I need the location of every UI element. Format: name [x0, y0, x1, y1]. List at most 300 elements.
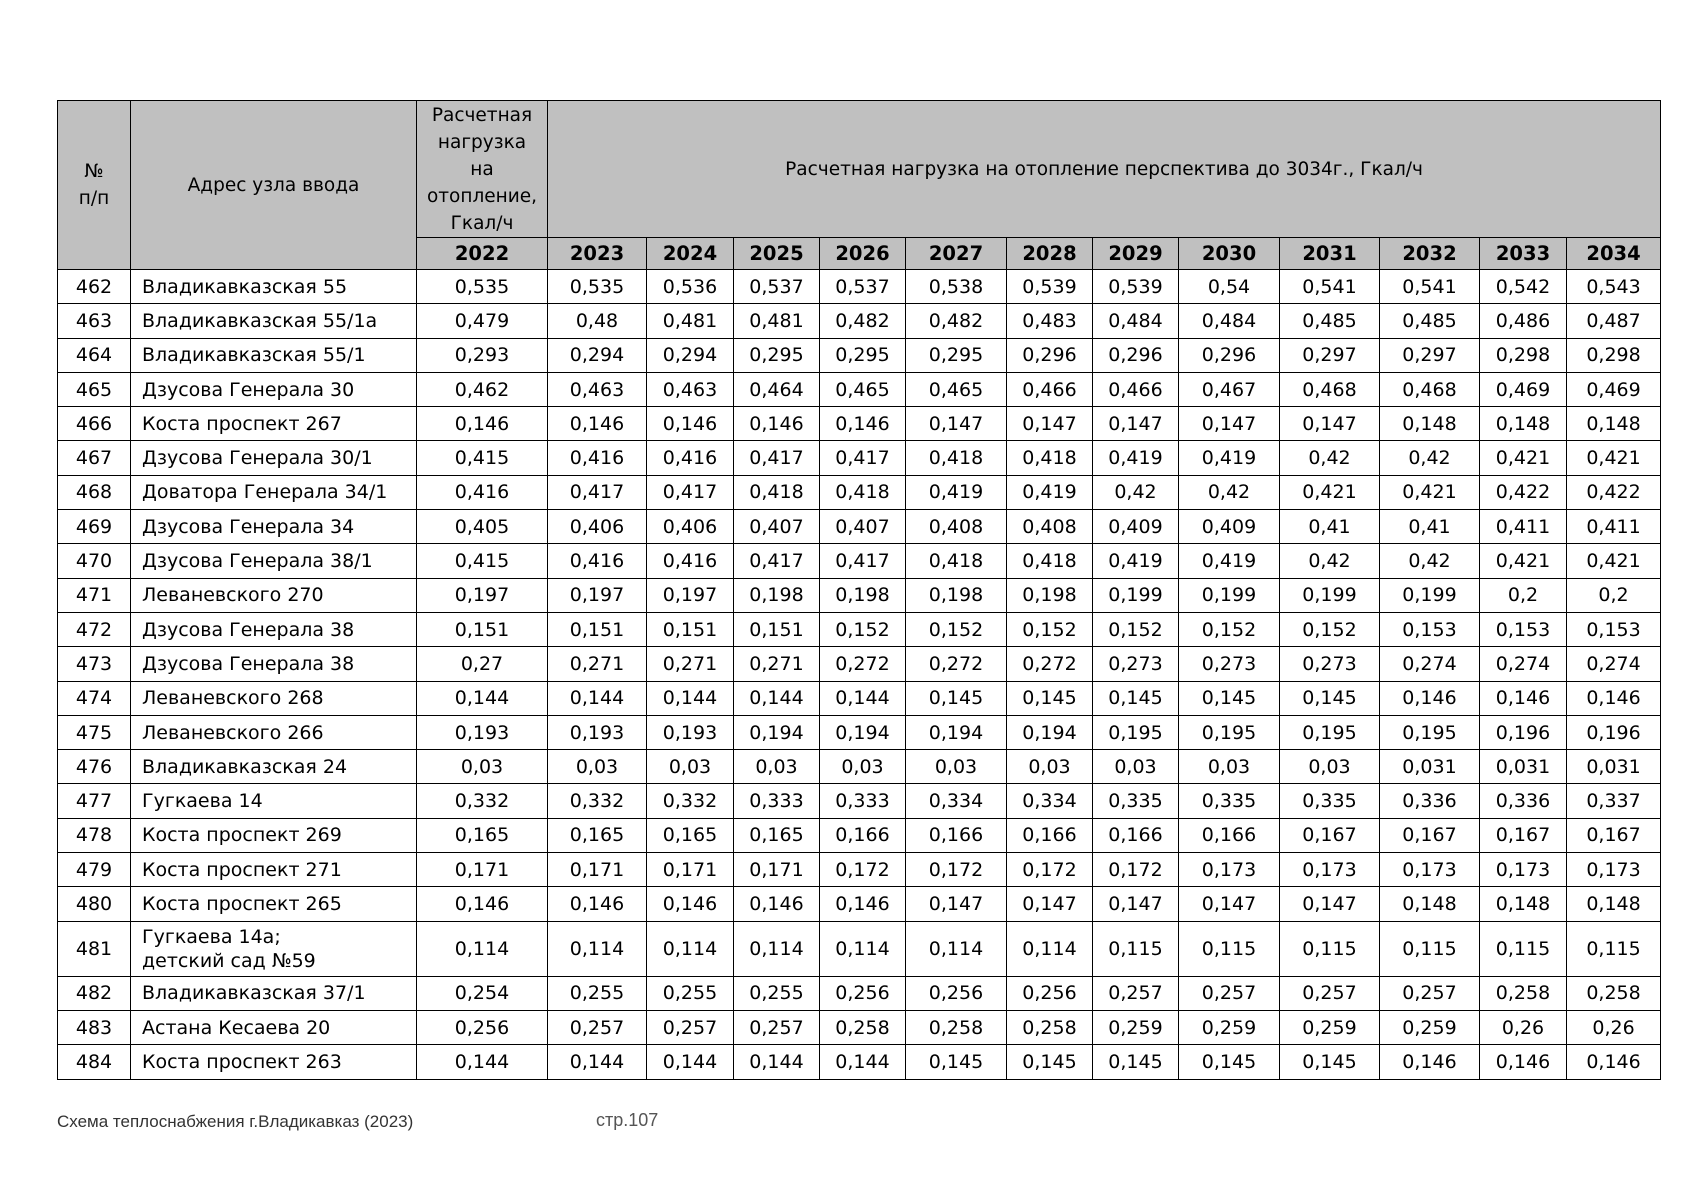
load-value-cell: 0,195	[1380, 715, 1480, 749]
load-value-cell: 0,411	[1480, 510, 1567, 544]
table-row	[58, 921, 1661, 976]
load-value-cell: 0,254	[417, 976, 548, 1010]
load-value-cell: 0,257	[1380, 976, 1480, 1010]
load-value-cell: 0,482	[906, 304, 1007, 338]
row-number: 465	[58, 372, 131, 406]
load-value-cell: 0,415	[417, 441, 548, 475]
load-value-cell: 0,537	[820, 270, 906, 304]
load-value-cell: 0,296	[1179, 338, 1280, 372]
load-value-cell: 0,297	[1280, 338, 1380, 372]
load-value-cell: 0,144	[548, 681, 647, 715]
load-value-cell: 0,42	[1280, 441, 1380, 475]
load-value-cell: 0,417	[734, 544, 820, 578]
load-value-cell: 0,147	[1280, 407, 1380, 441]
row-address: Владикавказская 24	[131, 750, 417, 784]
load-value-cell: 0,165	[734, 818, 820, 852]
load-value-cell: 0,03	[1179, 750, 1280, 784]
load-value-cell: 0,114	[1007, 921, 1093, 976]
load-value-cell: 0,259	[1280, 1010, 1380, 1044]
load-value-cell: 0,171	[734, 853, 820, 887]
load-value-cell: 0,258	[1007, 1010, 1093, 1044]
load-value-cell: 0,536	[647, 270, 734, 304]
load-value-cell: 0,147	[1280, 887, 1380, 921]
load-value-cell: 0,2	[1567, 578, 1661, 612]
load-value-cell: 0,486	[1480, 304, 1567, 338]
load-value-cell: 0,271	[647, 647, 734, 681]
load-value-cell: 0,467	[1179, 372, 1280, 406]
load-value-cell: 0,419	[1179, 544, 1280, 578]
load-value-cell: 0,406	[647, 510, 734, 544]
load-value-cell: 0,274	[1480, 647, 1567, 681]
load-value-cell: 0,465	[906, 372, 1007, 406]
row-number: 484	[58, 1045, 131, 1079]
load-value-cell: 0,114	[647, 921, 734, 976]
load-value-cell: 0,03	[1280, 750, 1380, 784]
header-year: 2032	[1380, 238, 1480, 270]
load-value-cell: 0,256	[1007, 976, 1093, 1010]
load-value-cell: 0,03	[906, 750, 1007, 784]
load-value-cell: 0,257	[548, 1010, 647, 1044]
load-value-cell: 0,421	[1567, 544, 1661, 578]
load-value-cell: 0,334	[1007, 784, 1093, 818]
load-value-cell: 0,257	[1280, 976, 1380, 1010]
load-value-cell: 0,335	[1093, 784, 1179, 818]
load-value-cell: 0,417	[734, 441, 820, 475]
load-value-cell: 0,418	[906, 441, 1007, 475]
row-number: 477	[58, 784, 131, 818]
load-value-cell: 0,418	[1007, 544, 1093, 578]
load-value-cell: 0,166	[1007, 818, 1093, 852]
table-row	[58, 647, 1661, 681]
row-address: Леваневского 268	[131, 681, 417, 715]
load-value-cell: 0,197	[647, 578, 734, 612]
load-value-cell: 0,409	[1179, 510, 1280, 544]
load-value-cell: 0,148	[1380, 407, 1480, 441]
load-value-cell: 0,465	[820, 372, 906, 406]
row-address: Владикавказская 55	[131, 270, 417, 304]
load-value-cell: 0,273	[1093, 647, 1179, 681]
load-value-cell: 0,416	[647, 544, 734, 578]
load-value-cell: 0,194	[820, 715, 906, 749]
load-value-cell: 0,421	[1480, 441, 1567, 475]
load-value-cell: 0,166	[1179, 818, 1280, 852]
load-value-cell: 0,171	[647, 853, 734, 887]
table-row	[58, 270, 1661, 304]
load-value-cell: 0,256	[906, 976, 1007, 1010]
load-value-cell: 0,145	[1093, 1045, 1179, 1079]
load-value-cell: 0,257	[1179, 976, 1280, 1010]
load-value-cell: 0,479	[417, 304, 548, 338]
load-value-cell: 0,333	[734, 784, 820, 818]
load-value-cell: 0,146	[734, 887, 820, 921]
row-number: 480	[58, 887, 131, 921]
header-year: 2022	[417, 238, 548, 270]
load-value-cell: 0,03	[548, 750, 647, 784]
load-value-cell: 0,147	[906, 887, 1007, 921]
load-value-cell: 0,148	[1480, 887, 1567, 921]
load-value-cell: 0,298	[1567, 338, 1661, 372]
load-value-cell: 0,26	[1480, 1010, 1567, 1044]
load-value-cell: 0,193	[417, 715, 548, 749]
load-value-cell: 0,153	[1480, 612, 1567, 646]
load-value-cell: 0,144	[734, 681, 820, 715]
header-year: 2030	[1179, 238, 1280, 270]
load-value-cell: 0,115	[1567, 921, 1661, 976]
row-number: 463	[58, 304, 131, 338]
load-value-cell: 0,145	[1179, 681, 1280, 715]
load-value-cell: 0,407	[734, 510, 820, 544]
load-value-cell: 0,146	[548, 407, 647, 441]
table-row	[58, 475, 1661, 509]
load-value-cell: 0,258	[1480, 976, 1567, 1010]
load-value-cell: 0,147	[1179, 887, 1280, 921]
load-value-cell: 0,199	[1280, 578, 1380, 612]
load-value-cell: 0,147	[1007, 407, 1093, 441]
load-value-cell: 0,03	[417, 750, 548, 784]
table-row	[58, 853, 1661, 887]
load-value-cell: 0,198	[1007, 578, 1093, 612]
header-year: 2026	[820, 238, 906, 270]
load-value-cell: 0,54	[1179, 270, 1280, 304]
load-value-cell: 0,114	[820, 921, 906, 976]
load-value-cell: 0,171	[417, 853, 548, 887]
load-value-cell: 0,255	[734, 976, 820, 1010]
load-value-cell: 0,147	[1093, 887, 1179, 921]
header-year: 2028	[1007, 238, 1093, 270]
row-address: Коста проспект 263	[131, 1045, 417, 1079]
load-value-cell: 0,2	[1480, 578, 1567, 612]
load-value-cell: 0,272	[1007, 647, 1093, 681]
load-value-cell: 0,408	[906, 510, 1007, 544]
load-value-cell: 0,194	[734, 715, 820, 749]
load-value-cell: 0,259	[1179, 1010, 1280, 1044]
load-value-cell: 0,484	[1093, 304, 1179, 338]
row-address: Коста проспект 269	[131, 818, 417, 852]
load-value-cell: 0,148	[1480, 407, 1567, 441]
load-value-cell: 0,145	[1007, 681, 1093, 715]
load-value-cell: 0,153	[1380, 612, 1480, 646]
load-value-cell: 0,257	[1093, 976, 1179, 1010]
load-value-cell: 0,146	[734, 407, 820, 441]
row-number: 479	[58, 853, 131, 887]
load-value-cell: 0,42	[1093, 475, 1179, 509]
load-value-cell: 0,153	[1567, 612, 1661, 646]
table-row	[58, 304, 1661, 338]
load-value-cell: 0,337	[1567, 784, 1661, 818]
load-value-cell: 0,462	[417, 372, 548, 406]
load-value-cell: 0,336	[1380, 784, 1480, 818]
load-value-cell: 0,196	[1567, 715, 1661, 749]
load-value-cell: 0,294	[548, 338, 647, 372]
load-value-cell: 0,167	[1380, 818, 1480, 852]
load-value-cell: 0,194	[1007, 715, 1093, 749]
load-value-cell: 0,193	[647, 715, 734, 749]
row-address: Астана Кесаева 20	[131, 1010, 417, 1044]
load-value-cell: 0,332	[647, 784, 734, 818]
load-value-cell: 0,538	[906, 270, 1007, 304]
document-title-footer: Схема теплоснабжения г.Владикавказ (2023)	[57, 1112, 414, 1131]
table-row	[58, 1045, 1661, 1079]
load-value-cell: 0,146	[1380, 1045, 1480, 1079]
header-year: 2024	[647, 238, 734, 270]
load-value-cell: 0,415	[417, 544, 548, 578]
load-value-cell: 0,172	[906, 853, 1007, 887]
load-value-cell: 0,418	[734, 475, 820, 509]
table-row	[58, 715, 1661, 749]
load-value-cell: 0,195	[1093, 715, 1179, 749]
load-value-cell: 0,539	[1093, 270, 1179, 304]
load-value-cell: 0,144	[820, 681, 906, 715]
load-value-cell: 0,272	[906, 647, 1007, 681]
row-address: Коста проспект 267	[131, 407, 417, 441]
load-value-cell: 0,114	[548, 921, 647, 976]
load-value-cell: 0,271	[734, 647, 820, 681]
load-value-cell: 0,173	[1179, 853, 1280, 887]
load-value-cell: 0,255	[647, 976, 734, 1010]
load-value-cell: 0,031	[1567, 750, 1661, 784]
load-value-cell: 0,535	[548, 270, 647, 304]
load-value-cell: 0,417	[820, 544, 906, 578]
load-value-cell: 0,483	[1007, 304, 1093, 338]
load-value-cell: 0,145	[1093, 681, 1179, 715]
row-address: Владикавказская 55/1а	[131, 304, 417, 338]
row-number: 468	[58, 475, 131, 509]
load-value-cell: 0,031	[1480, 750, 1567, 784]
load-value-cell: 0,407	[820, 510, 906, 544]
load-value-cell: 0,147	[906, 407, 1007, 441]
load-value-cell: 0,152	[1179, 612, 1280, 646]
row-number: 483	[58, 1010, 131, 1044]
table-row	[58, 510, 1661, 544]
row-address: Леваневского 266	[131, 715, 417, 749]
header-number: № п/п	[58, 101, 131, 270]
load-value-cell: 0,146	[647, 407, 734, 441]
load-value-cell: 0,333	[820, 784, 906, 818]
header-year: 2034	[1567, 238, 1661, 270]
row-address: Дзусова Генерала 38	[131, 647, 417, 681]
load-value-cell: 0,408	[1007, 510, 1093, 544]
load-value-cell: 0,421	[1567, 441, 1661, 475]
load-value-cell: 0,293	[417, 338, 548, 372]
load-value-cell: 0,419	[1093, 544, 1179, 578]
row-number: 475	[58, 715, 131, 749]
load-value-cell: 0,171	[548, 853, 647, 887]
load-value-cell: 0,419	[1007, 475, 1093, 509]
row-address: Леваневского 270	[131, 578, 417, 612]
load-value-cell: 0,466	[1007, 372, 1093, 406]
row-address: Владикавказская 55/1	[131, 338, 417, 372]
header-calc-load: Расчетная нагрузка на отопление, Гкал/ч	[417, 101, 548, 238]
load-value-cell: 0,145	[1007, 1045, 1093, 1079]
load-value-cell: 0,152	[906, 612, 1007, 646]
load-value-cell: 0,482	[820, 304, 906, 338]
row-address: Гугкаева 14а; детский сад №59	[131, 921, 417, 976]
load-value-cell: 0,416	[548, 544, 647, 578]
load-value-cell: 0,296	[1093, 338, 1179, 372]
load-value-cell: 0,541	[1280, 270, 1380, 304]
load-value-cell: 0,469	[1480, 372, 1567, 406]
load-value-cell: 0,146	[647, 887, 734, 921]
load-value-cell: 0,146	[820, 887, 906, 921]
load-value-cell: 0,145	[1280, 681, 1380, 715]
load-value-cell: 0,417	[820, 441, 906, 475]
load-value-cell: 0,165	[647, 818, 734, 852]
load-value-cell: 0,257	[734, 1010, 820, 1044]
load-value-cell: 0,259	[1380, 1010, 1480, 1044]
load-value-cell: 0,144	[548, 1045, 647, 1079]
load-value-cell: 0,417	[548, 475, 647, 509]
load-value-cell: 0,167	[1480, 818, 1567, 852]
load-value-cell: 0,144	[417, 681, 548, 715]
row-address: Коста проспект 265	[131, 887, 417, 921]
load-value-cell: 0,295	[906, 338, 1007, 372]
row-address: Доватора Генерала 34/1	[131, 475, 417, 509]
load-value-cell: 0,417	[647, 475, 734, 509]
load-value-cell: 0,273	[1179, 647, 1280, 681]
load-value-cell: 0,199	[1179, 578, 1280, 612]
load-value-cell: 0,409	[1093, 510, 1179, 544]
table-row	[58, 612, 1661, 646]
load-value-cell: 0,484	[1179, 304, 1280, 338]
load-value-cell: 0,172	[1007, 853, 1093, 887]
load-value-cell: 0,166	[906, 818, 1007, 852]
load-value-cell: 0,272	[820, 647, 906, 681]
load-value-cell: 0,416	[417, 475, 548, 509]
load-value-cell: 0,419	[1093, 441, 1179, 475]
load-value-cell: 0,146	[1380, 681, 1480, 715]
load-value-cell: 0,144	[734, 1045, 820, 1079]
load-value-cell: 0,463	[647, 372, 734, 406]
row-number: 473	[58, 647, 131, 681]
load-value-cell: 0,152	[820, 612, 906, 646]
row-address: Дзусова Генерала 30/1	[131, 441, 417, 475]
header-address: Адрес узла ввода	[131, 101, 417, 270]
load-value-cell: 0,41	[1380, 510, 1480, 544]
load-value-cell: 0,195	[1280, 715, 1380, 749]
load-value-cell: 0,298	[1480, 338, 1567, 372]
row-address: Дзусова Генерала 38	[131, 612, 417, 646]
load-value-cell: 0,258	[1567, 976, 1661, 1010]
table-row	[58, 681, 1661, 715]
load-value-cell: 0,115	[1280, 921, 1380, 976]
load-value-cell: 0,167	[1280, 818, 1380, 852]
load-value-cell: 0,48	[548, 304, 647, 338]
load-value-cell: 0,198	[906, 578, 1007, 612]
load-value-cell: 0,259	[1093, 1010, 1179, 1044]
table-row	[58, 338, 1661, 372]
load-value-cell: 0,172	[1093, 853, 1179, 887]
load-value-cell: 0,468	[1380, 372, 1480, 406]
load-value-cell: 0,114	[417, 921, 548, 976]
load-value-cell: 0,485	[1380, 304, 1480, 338]
load-value-cell: 0,42	[1280, 544, 1380, 578]
load-value-cell: 0,422	[1567, 475, 1661, 509]
load-value-cell: 0,406	[548, 510, 647, 544]
load-value-cell: 0,148	[1567, 407, 1661, 441]
load-value-cell: 0,165	[417, 818, 548, 852]
load-value-cell: 0,173	[1480, 853, 1567, 887]
load-value-cell: 0,274	[1567, 647, 1661, 681]
load-value-cell: 0,295	[820, 338, 906, 372]
load-value-cell: 0,152	[1280, 612, 1380, 646]
row-address: Дзусова Генерала 30	[131, 372, 417, 406]
load-value-cell: 0,469	[1567, 372, 1661, 406]
load-value-cell: 0,421	[1380, 475, 1480, 509]
load-value-cell: 0,146	[1480, 681, 1567, 715]
row-number: 472	[58, 612, 131, 646]
load-value-cell: 0,144	[820, 1045, 906, 1079]
table-row	[58, 441, 1661, 475]
load-value-cell: 0,256	[417, 1010, 548, 1044]
load-value-cell: 0,147	[1007, 887, 1093, 921]
table-body	[58, 270, 1661, 1080]
row-number: 462	[58, 270, 131, 304]
load-value-cell: 0,152	[1007, 612, 1093, 646]
load-value-cell: 0,416	[548, 441, 647, 475]
load-value-cell: 0,146	[417, 887, 548, 921]
load-value-cell: 0,537	[734, 270, 820, 304]
load-value-cell: 0,146	[417, 407, 548, 441]
row-number: 478	[58, 818, 131, 852]
table-row	[58, 407, 1661, 441]
load-value-cell: 0,031	[1380, 750, 1480, 784]
load-value-cell: 0,294	[647, 338, 734, 372]
header-perspective: Расчетная нагрузка на отопление перспектива до 3034г., Гкал/ч	[548, 101, 1661, 238]
load-value-cell: 0,335	[1179, 784, 1280, 818]
load-value-cell: 0,199	[1380, 578, 1480, 612]
load-value-cell: 0,03	[1093, 750, 1179, 784]
load-value-cell: 0,42	[1179, 475, 1280, 509]
table-row	[58, 544, 1661, 578]
load-value-cell: 0,147	[1179, 407, 1280, 441]
load-value-cell: 0,145	[1179, 1045, 1280, 1079]
row-address: Дзусова Генерала 34	[131, 510, 417, 544]
load-value-cell: 0,115	[1480, 921, 1567, 976]
load-value-cell: 0,198	[734, 578, 820, 612]
row-number: 469	[58, 510, 131, 544]
load-value-cell: 0,42	[1380, 441, 1480, 475]
load-value-cell: 0,466	[1093, 372, 1179, 406]
load-value-cell: 0,195	[1179, 715, 1280, 749]
row-address: Дзусова Генерала 38/1	[131, 544, 417, 578]
load-value-cell: 0,421	[1280, 475, 1380, 509]
load-value-cell: 0,297	[1380, 338, 1480, 372]
load-value-cell: 0,167	[1567, 818, 1661, 852]
row-number: 471	[58, 578, 131, 612]
load-value-cell: 0,422	[1480, 475, 1567, 509]
load-value-cell: 0,194	[906, 715, 1007, 749]
load-value-cell: 0,172	[820, 853, 906, 887]
row-address: Коста проспект 271	[131, 853, 417, 887]
table-row	[58, 784, 1661, 818]
row-address: Владикавказская 37/1	[131, 976, 417, 1010]
load-value-cell: 0,151	[417, 612, 548, 646]
load-value-cell: 0,115	[1179, 921, 1280, 976]
load-value-cell: 0,418	[820, 475, 906, 509]
load-value-cell: 0,145	[1280, 1045, 1380, 1079]
load-value-cell: 0,148	[1380, 887, 1480, 921]
load-value-cell: 0,166	[1093, 818, 1179, 852]
load-value-cell: 0,115	[1093, 921, 1179, 976]
load-value-cell: 0,166	[820, 818, 906, 852]
load-value-cell: 0,146	[1567, 681, 1661, 715]
table-row	[58, 976, 1661, 1010]
load-value-cell: 0,271	[548, 647, 647, 681]
table-row	[58, 818, 1661, 852]
row-number: 467	[58, 441, 131, 475]
load-value-cell: 0,332	[548, 784, 647, 818]
load-value-cell: 0,27	[417, 647, 548, 681]
